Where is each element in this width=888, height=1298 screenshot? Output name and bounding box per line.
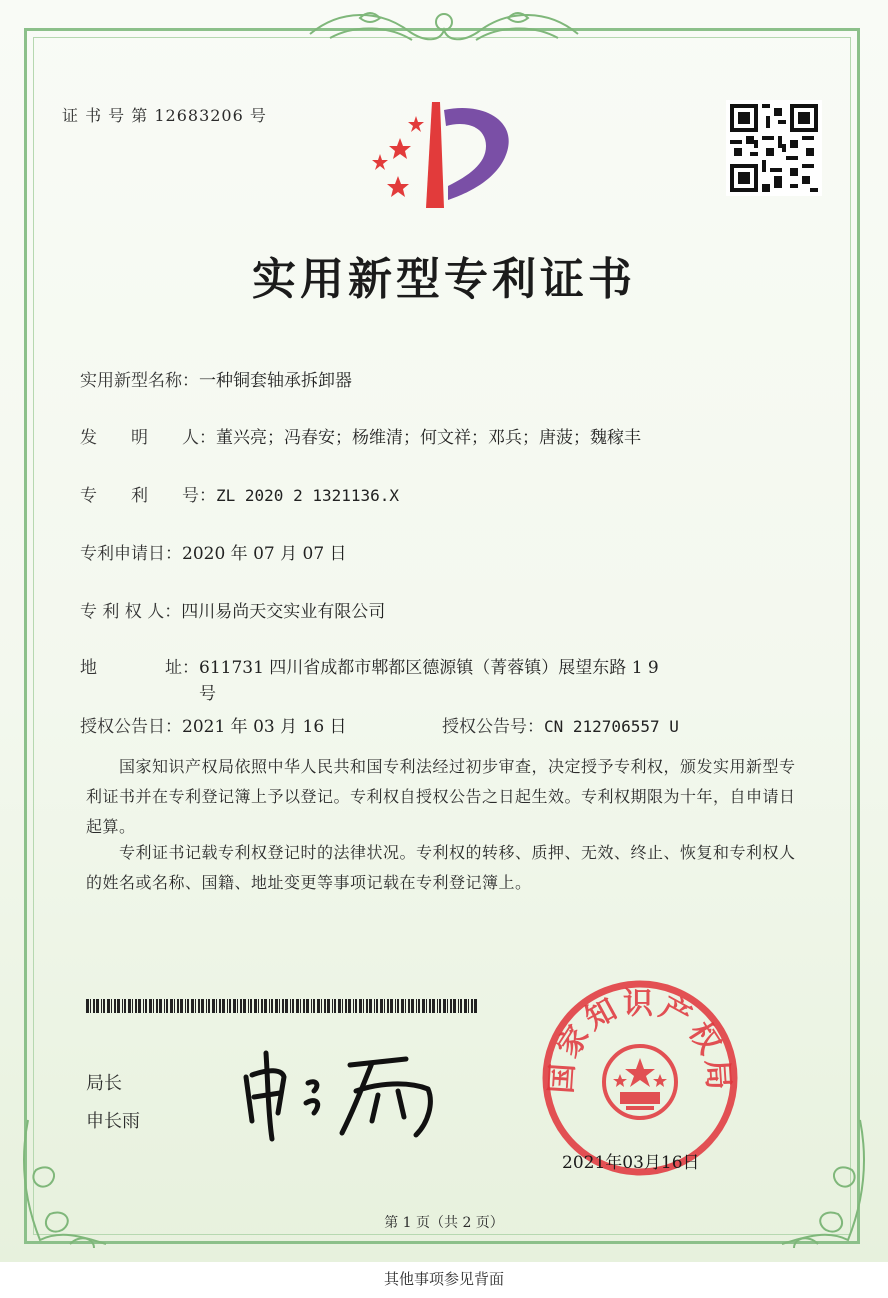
barcode-bar [359,999,362,1013]
barcode-bar [195,999,196,1013]
barcode-bar [254,999,257,1013]
barcode-bar [285,999,288,1013]
barcode-bar [86,999,89,1013]
barcode-bar [166,999,168,1013]
barcode-bar [380,999,383,1013]
barcode-bar [275,999,278,1013]
barcode-bar [405,999,406,1013]
barcode-bar [282,999,284,1013]
barcode-bar [198,999,200,1013]
field-patentee [80,597,385,622]
barcode-bar [453,999,456,1013]
bottom-right-ornament-icon [768,1110,878,1260]
barcode-bar [311,999,312,1013]
barcode-bar [177,999,179,1013]
barcode-bar [128,999,131,1013]
field-announcement-number [442,712,679,737]
field-label: 地 址： [80,658,199,678]
barcode-bar [261,999,263,1013]
barcode-bar [143,999,144,1013]
barcode-bar [369,999,372,1013]
back-note: 其他事项参见背面 [383,1270,504,1288]
director-signature-icon [238,1043,448,1143]
barcode-bar [107,999,110,1013]
barcode-bar [384,999,385,1013]
barcode-bar [348,999,351,1013]
barcode-bar [279,999,280,1013]
barcode-bar [153,999,154,1013]
barcode-bar [185,999,186,1013]
field-label: 授权公告日： [80,717,182,737]
barcode-bar [376,999,378,1013]
barcode-bar [258,999,259,1013]
barcode-bar [397,999,399,1013]
top-ornament-icon [300,4,588,52]
barcode-bar [233,999,236,1013]
barcode-bar [338,999,341,1013]
barcode-bar [138,999,141,1013]
field-value: 611731 四川省成都市郫都区德源镇（菁蓉镇）展望东路 1 9 号 [199,658,659,704]
director-name: 申长雨 [86,1111,140,1132]
barcode-bar [345,999,347,1013]
barcode-bar [237,999,238,1013]
certificate-title: 实用新型专利证书 [252,254,636,305]
field-label: 专利申请日： [80,544,182,564]
barcode-bar [422,999,425,1013]
field-label: 实用新型名称： [80,371,199,391]
barcode-bar [363,999,364,1013]
barcode-bar [101,999,102,1013]
statement-paragraph: 国家知识产权局依照中华人民共和国专利法经过初步审查，决定授予专利权，颁发实用新型专利证书并在专利登记簿上予以登记。专利权自授权公告之日起生效。专利权期限为十年，自申请日起算。 [86,757,796,836]
barcode-bar [122,999,123,1013]
qr-code-icon [726,100,822,196]
barcode-bar [149,999,152,1013]
barcode-bar [468,999,469,1013]
field-inventors [80,423,641,448]
barcode-bar [103,999,105,1013]
barcode-bar [114,999,116,1013]
barcode-bar [145,999,147,1013]
barcode-bar [342,999,343,1013]
field-value: 四川易尚天交实业有限公司 [181,602,386,622]
barcode-bar [387,999,389,1013]
barcode-bar [334,999,336,1013]
barcode-bar [390,999,393,1013]
field-utility-model-name [80,366,352,391]
barcode-bar [216,999,217,1013]
barcode-bar [332,999,333,1013]
barcode-bar [290,999,291,1013]
barcode-bar [327,999,330,1013]
seal-text: 国家知识产权局 [544,986,736,1095]
barcode-bar [317,999,320,1013]
field-label: 授权公告号： [442,717,544,737]
barcode-bar [296,999,299,1013]
barcode-bar [174,999,175,1013]
barcode-bar [212,999,215,1013]
barcode-bar [321,999,322,1013]
field-label: 发 明 人： [80,428,216,448]
barcode-bar [324,999,326,1013]
barcode-bar [303,999,305,1013]
barcode-bar [227,999,228,1013]
barcode-bar [264,999,267,1013]
barcode-bar [416,999,417,1013]
barcode-bar [450,999,452,1013]
field-announcement-date [80,712,347,737]
barcode-bar [222,999,225,1013]
barcode-bar [443,999,446,1013]
barcode-bar [135,999,137,1013]
barcode-bar [124,999,126,1013]
barcode-bar [250,999,252,1013]
barcode-bar [159,999,162,1013]
field-value: 董兴亮；冯春安；杨维清；何文祥；邓兵；唐菠；魏稼丰 [216,428,641,448]
field-label: 专 利 权 人： [80,602,182,622]
barcode-bar [208,999,210,1013]
barcode-bar [248,999,249,1013]
barcode-bar [374,999,375,1013]
barcode-bar [180,999,183,1013]
barcode-bar [229,999,231,1013]
barcode-bar [401,999,404,1013]
barcode-bar [243,999,246,1013]
field-application-date [80,539,347,564]
barcode-bar [201,999,204,1013]
field-patent-number [80,481,399,506]
barcode-bar [464,999,467,1013]
barcode-bar [408,999,410,1013]
barcode-bar [447,999,448,1013]
barcode-bar [117,999,120,1013]
field-value: 一种铜套轴承拆卸器 [199,371,352,391]
barcode-bar [300,999,301,1013]
barcode-bar [411,999,414,1013]
barcode-bar [271,999,273,1013]
barcode-bar [426,999,427,1013]
barcode-bar [366,999,368,1013]
barcode-bar [269,999,270,1013]
barcode-bar [429,999,431,1013]
certificate-number: 证 书 号 第 12683206 号 [62,106,267,125]
barcode-bar [93,999,95,1013]
barcode-icon [86,999,478,1013]
barcode-bar [313,999,315,1013]
barcode-bar [355,999,357,1013]
barcode-bar [471,999,473,1013]
barcode-bar [240,999,242,1013]
barcode-bar [96,999,99,1013]
barcode-bar [439,999,441,1013]
barcode-bar [170,999,173,1013]
field-value: ZL 2020 2 1321136.X [216,486,400,505]
statement-paragraph: 专利证书记载专利权登记时的法律状况。专利权的转移、质押、无效、终止、恢复和专利权人的姓名或名称、国籍、地址变更等事项记载在专利登记簿上。 [86,843,796,892]
barcode-bar [306,999,309,1013]
barcode-bar [187,999,189,1013]
barcode-bar [90,999,91,1013]
barcode-bar [164,999,165,1013]
barcode-bar [156,999,158,1013]
barcode-bar [395,999,396,1013]
barcode-bar [191,999,194,1013]
field-address [80,655,679,707]
barcode-bar [460,999,462,1013]
page-number: 第 1 页（共 2 页） [384,1215,504,1231]
field-value: 2021 年 03 月 16 日 [182,717,347,737]
barcode-bar [458,999,459,1013]
barcode-bar [206,999,207,1013]
cnipa-logo-icon [368,96,524,214]
barcode-bar [219,999,221,1013]
field-value: CN 212706557 U [544,717,679,736]
barcode-bar [111,999,112,1013]
barcode-bar [474,999,477,1013]
field-value: 2020 年 07 月 07 日 [182,544,347,564]
barcode-bar [353,999,354,1013]
barcode-bar [292,999,294,1013]
seal-date: 2021年03月16日 [562,1153,700,1173]
barcode-bar [132,999,133,1013]
field-label: 专 利 号： [80,486,216,506]
barcode-bar [437,999,438,1013]
barcode-bar [418,999,420,1013]
barcode-bar [432,999,435,1013]
director-title: 局长 [86,1073,122,1094]
